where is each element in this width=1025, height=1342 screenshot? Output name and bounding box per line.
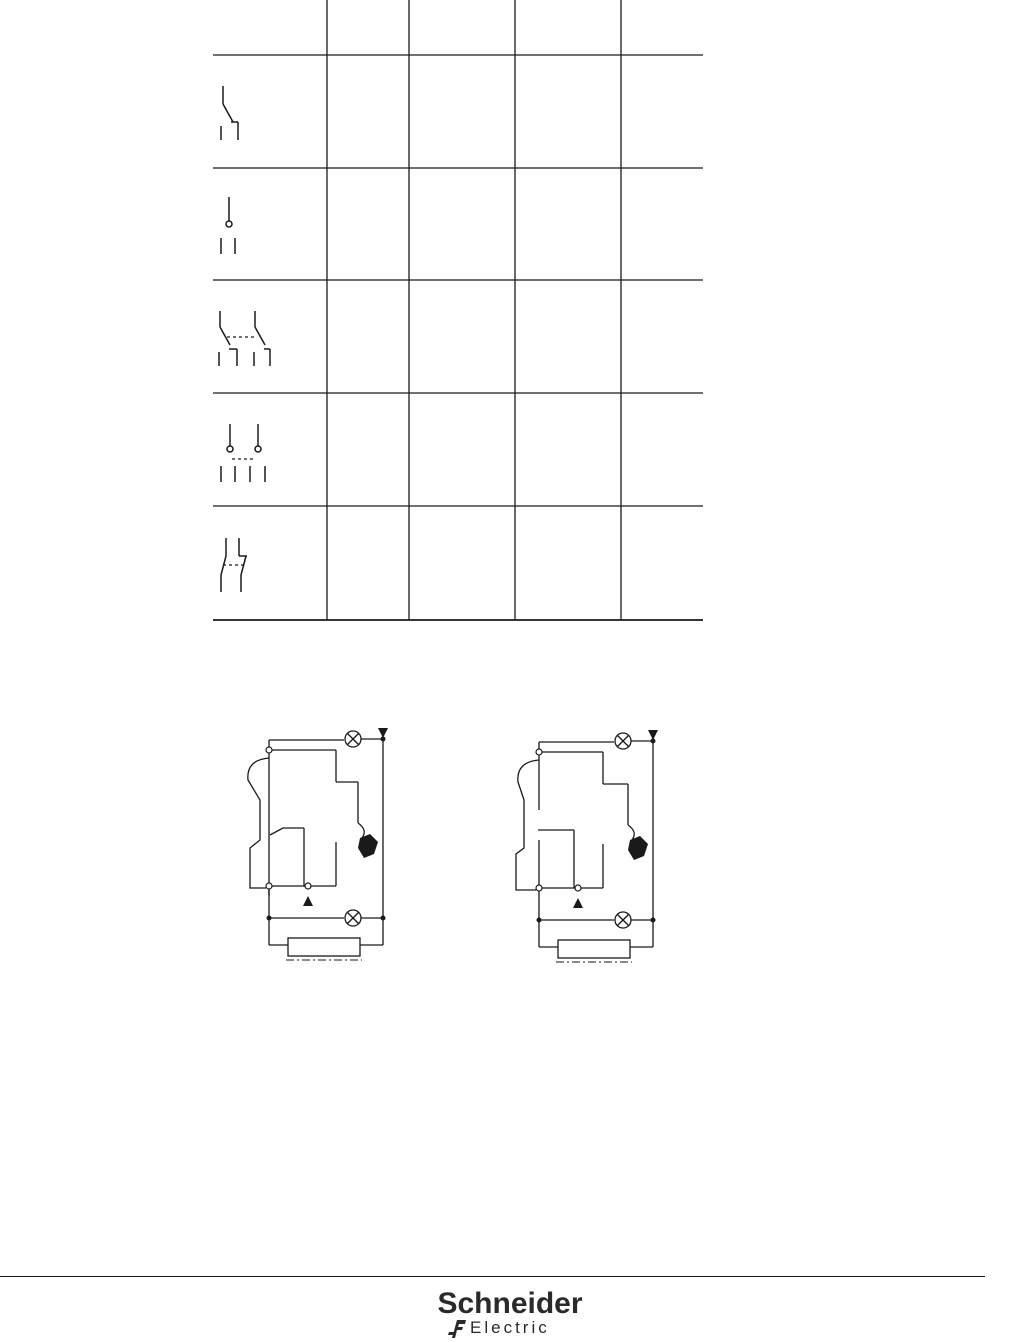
wiring-diagram-left — [238, 720, 398, 965]
footer-rule — [0, 1276, 985, 1277]
symbol-table — [213, 0, 703, 622]
terminal-arrow-icon — [648, 730, 658, 740]
brand-sub: Electric — [470, 1318, 550, 1337]
terminal-arrow-icon — [573, 898, 583, 908]
double-toggle-contact-icon — [221, 424, 265, 482]
single-toggle-contact-icon — [221, 197, 235, 254]
actuator-knob-icon — [628, 836, 648, 860]
terminal-arrow-icon — [378, 728, 388, 738]
single-changeover-contact-icon — [221, 86, 238, 140]
terminal-arrow-icon — [303, 896, 313, 906]
wiring-diagram-right — [508, 722, 668, 967]
brand-name: Schneider — [437, 1287, 583, 1320]
double-changeover-contact-icon — [219, 311, 270, 366]
actuator-knob-icon — [358, 834, 378, 858]
brand-mark-icon — [448, 1318, 468, 1340]
linked-opening-contacts-icon — [221, 538, 247, 592]
brand-logo — [420, 1288, 610, 1342]
